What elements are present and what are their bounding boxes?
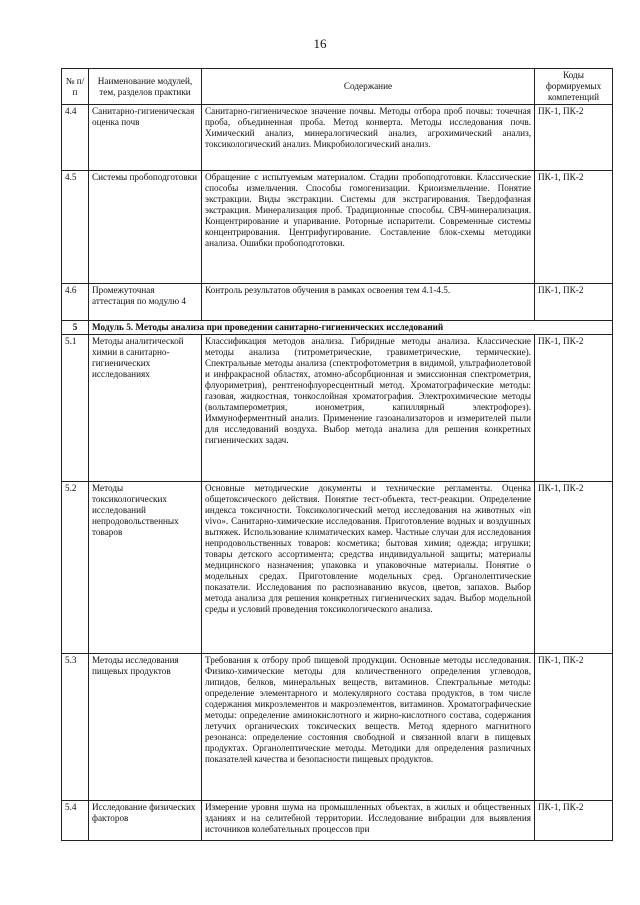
header-num: № п/п [62, 69, 89, 105]
row-codes: ПК-1, ПК-2 [535, 654, 613, 801]
row-num: 5.1 [62, 335, 89, 482]
row-name: Исследование физических факторов [89, 801, 202, 841]
page-number: 16 [313, 36, 327, 51]
row-codes: ПК-1, ПК-2 [535, 171, 613, 284]
table-row [62, 171, 613, 284]
row-codes: ПК-1, ПК-2 [535, 482, 613, 654]
table-row [62, 482, 613, 654]
row-codes: ПК-1, ПК-2 [535, 284, 613, 321]
module-num: 5 [62, 321, 89, 335]
table-row [62, 801, 613, 841]
row-name: Санитарно-гигиеническая оценка почв [89, 105, 202, 171]
table-row [62, 284, 613, 321]
row-content: Обращение с испытуемым материалом. Стадии пробоподготовки. Классические способы измельчения. Способы гомогенизации. Криоизмельчение. Понятие экстракции. Виды экстракции. Системы для экстрагирования. Твердофазная экстракция. Минерализация проб. Традиционные способы. СВЧ-минерализация. Концентрирование и упаривание. Роторные испарители. Современные системы концентрирования. Центрифугирование. Составление блок-схемы методики анализа. Ошибки пробоподготовки. [202, 171, 535, 284]
row-num: 5.3 [62, 654, 89, 801]
row-content: Измерение уровня шума на промышленных объектах, в жилых и общественных зданиях и на селитебной территории. Исследование вибрации для выявления источников колебательных процессов при [202, 801, 535, 841]
row-num: 4.6 [62, 284, 89, 321]
row-content: Контроль результатов обучения в рамках освоения тем 4.1-4.5. [202, 284, 535, 321]
row-name: Системы пробоподготовки [89, 171, 202, 284]
row-name: Методы исследования пищевых продуктов [89, 654, 202, 801]
row-num: 5.4 [62, 801, 89, 841]
table-header-row [62, 69, 613, 105]
header-content: Содержание [202, 69, 535, 105]
module-title: Модуль 5. Методы анализа при проведении санитарно-гигиенических исследований [89, 321, 613, 335]
row-codes: ПК-1, ПК-2 [535, 335, 613, 482]
row-codes: ПК-1, ПК-2 [535, 801, 613, 841]
module-row [62, 321, 613, 335]
row-content: Санитарно-гигиеническое значение почвы. Методы отбора проб почвы: точечная проба, объединенная проба. Метод конверта. Методы исследования почв. Химический анализ, минералогический анализ, агрохимический анализ, токсикологический анализ. Микробиологический анализ. [202, 105, 535, 171]
row-num: 4.5 [62, 171, 89, 284]
header-codes: Коды формируемых компетенций [535, 69, 613, 105]
row-name: Методы аналитической химии в санитарно-гигиенических исследованиях [89, 335, 202, 482]
row-name: Методы токсикологических исследований непродовольственных товаров [89, 482, 202, 654]
header-name: Наименование модулей, тем, разделов практики [89, 69, 202, 105]
row-content: Требования к отбору проб пищевой продукции. Основные методы исследования. Физико-химические методы для количественного определения углеводов, липидов, белков, минеральных веществ, витаминов. Спектральные методы: определение элементарного и молекулярного состава продуктов, в том числе содержания микроэлементов и макроэлементов, витаминов. Хроматографические методы: определение аминокислотного и жирно-кислотного состава, содержания летучих органических токсических веществ. Метод ядерного магнитного резонанса: определение состояния свободной и связанной влаги в пищевых продуктах. Органолептические методы. Методики для определения различных показателей качества и безопасности пищевых продуктов. [202, 654, 535, 801]
table-row [62, 335, 613, 482]
row-codes: ПК-1, ПК-2 [535, 105, 613, 171]
row-num: 4.4 [62, 105, 89, 171]
row-content: Классификация методов анализа. Гибридные методы анализа. Классические методы анализа (титрометрические, гравиметрические, термические). Спектральные методы анализа (спектрофотометрия в видимой, ультрафиолетовой и инфракрасной областях, атомно-абсорбционная и эмиссионная спектрометрия, флуориметрия), рентгенофлуоресцентный метод. Хроматографические методы: газовая, жидкостная, тонкослойная хроматография. Электрохимические методы (вольтамперометрия, ионометрия, капиллярный электрофорез). Иммуноферментный анализ. Применение газоанализаторов и измерителей пыли для исследований воздуха. Выбор метода анализа для решения конкретных гигиенических задач. [202, 335, 535, 482]
row-name: Промежуточная аттестация по модулю 4 [89, 284, 202, 321]
table-row [62, 654, 613, 801]
curriculum-table [61, 68, 613, 841]
table-row [62, 105, 613, 171]
row-num: 5.2 [62, 482, 89, 654]
row-content: Основные методические документы и технические регламенты. Оценка общетоксического действия. Понятие тест-объекта, тест-реакции. Определение индекса токсичности. Токсикологический метод исследования на животных «in vivo». Санитарно-химические исследования. Приготовление водных и воздушных вытяжек. Использование климатических камер. Частные случаи для исследования непродовольственных товаров: косметика; бытовая химия; одежда; игрушки; товары детского ассортимента; средства индивидуальной защиты; материалы медицинского назначения; упаковка и упаковочные материалы. Понятие о модельных средах. Приготовление модельных сред. Органолептические показатели. Исследования по распознаванию вкусов, цветов, запахов. Выбор метода анализа для решения конкретных гигиенических задач. Выбор модельной среды и условий проведения токсикологического анализа. [202, 482, 535, 654]
